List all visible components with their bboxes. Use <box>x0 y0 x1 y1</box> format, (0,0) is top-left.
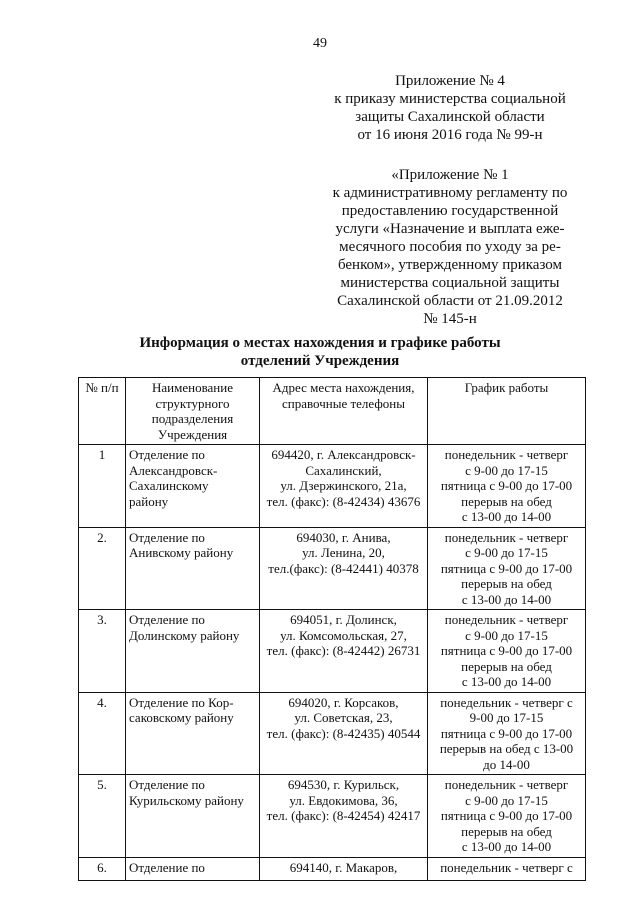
address-line: тел.(факс): (8-42441) 40378 <box>268 560 419 576</box>
appendix-1-line: предоставлению государственной <box>341 203 559 219</box>
table-row <box>79 692 586 775</box>
address-line: ул. Комсомольская, 27, <box>280 627 407 643</box>
name-line: Отделение по <box>129 529 205 545</box>
row-num: 6. <box>79 857 126 880</box>
appendix-1-line: «Приложение № 1 <box>391 167 509 183</box>
header-schedule: График работы <box>428 378 586 445</box>
row-name <box>126 692 260 775</box>
name-line: району <box>129 493 169 509</box>
name-line: Долинскому району <box>129 627 240 643</box>
schedule-line: понедельник - четверг <box>444 447 569 462</box>
appendix-1-line: Сахалинской области от 21.09.2012 <box>337 293 563 309</box>
row-schedule <box>428 692 586 775</box>
appendix-4-line: Приложение № 4 <box>395 73 505 89</box>
name-line: Отделение по <box>129 447 205 462</box>
row-address <box>260 692 428 775</box>
title-line-2: отделений Учреждения <box>240 353 400 369</box>
address-line: ул. Евдокимова, 36, <box>289 792 398 808</box>
address-line: 694530, г. Курильск, <box>287 777 400 792</box>
row-address <box>260 527 428 610</box>
table-header-row <box>79 378 586 445</box>
appendix-1-line: услуги «Назначение и выплата еже- <box>335 221 565 237</box>
address-line: тел. (факс): (8-42442) 26731 <box>266 643 421 658</box>
table-row <box>79 610 586 693</box>
schedule-line: пятница с 9-00 до 17-00 <box>440 808 573 823</box>
schedule-line: понедельник - четверг <box>444 777 569 792</box>
row-address <box>260 610 428 693</box>
schedule-line: перерыв на обед <box>461 823 552 839</box>
row-schedule <box>428 857 586 880</box>
appendix-1-line: № 145-н <box>423 311 477 327</box>
row-num: 2. <box>79 527 126 610</box>
schedule-line: понедельник - четверг <box>444 529 569 545</box>
header-address-line: Адрес места нахождения, <box>272 380 415 395</box>
title-line-1: Информация о местах нахождения и графике работы <box>139 335 501 351</box>
schedule-line: до 14-00 <box>483 756 530 772</box>
address-line: 694020, г. Корсаков, <box>288 694 399 710</box>
address-line: Сахалинский, <box>305 462 382 478</box>
document-title <box>0 334 640 370</box>
table-row <box>79 445 586 528</box>
name-line: Анивскому району <box>129 545 234 560</box>
header-name <box>126 378 260 445</box>
address-line: 694420, г. Александровск- <box>271 447 416 462</box>
appendix-1-header <box>300 166 600 328</box>
row-name <box>126 775 260 858</box>
appendix-1-line: месячного пособия по уходу за ре- <box>339 239 561 255</box>
table-row <box>79 857 586 880</box>
header-address <box>260 378 428 445</box>
schedule-line: пятница с 9-00 до 17-00 <box>440 725 573 741</box>
address-line: тел. (факс): (8-42454) 42417 <box>266 808 421 823</box>
header-num: № п/п <box>79 378 126 445</box>
name-line: саковскому району <box>129 710 234 725</box>
name-line: Отделение по <box>129 859 205 875</box>
row-num: 3. <box>79 610 126 693</box>
appendix-4-line: к приказу министерства социальной <box>334 91 566 107</box>
address-line: 694051, г. Долинск, <box>290 612 397 627</box>
schedule-line: с 13-00 до 14-00 <box>461 509 552 524</box>
page-number: 49 <box>313 36 327 51</box>
schedule-line: с 9-00 до 17-15 <box>465 462 548 478</box>
appendix-1-line: бенком», утвержденному приказом <box>337 257 563 273</box>
row-address <box>260 445 428 528</box>
offices-table <box>78 377 586 881</box>
row-num: 5. <box>79 775 126 858</box>
schedule-line: 9-00 до 17-15 <box>469 710 544 725</box>
header-name-line: Учреждения <box>157 426 228 442</box>
schedule-line: пятница с 9-00 до 17-00 <box>440 478 573 493</box>
row-name <box>126 527 260 610</box>
table-row <box>79 527 586 610</box>
name-line: Александровск- <box>129 462 218 478</box>
row-address <box>260 857 428 880</box>
row-schedule <box>428 610 586 693</box>
address-line: 694030, г. Анива, <box>296 529 391 545</box>
table-row <box>79 775 586 858</box>
name-line: Сахалинскому <box>129 478 209 493</box>
schedule-line: перерыв на обед <box>461 493 552 509</box>
schedule-line: с 9-00 до 17-15 <box>465 627 548 643</box>
address-line: тел. (факс): (8-42435) 40544 <box>266 725 421 741</box>
schedule-line: с 13-00 до 14-00 <box>461 674 552 689</box>
schedule-line: с 9-00 до 17-15 <box>465 545 548 560</box>
name-line: Отделение по <box>129 612 205 627</box>
name-line: Отделение по <box>129 777 205 792</box>
address-line: тел. (факс): (8-42434) 43676 <box>266 493 421 509</box>
row-schedule <box>428 445 586 528</box>
appendix-4-line: защиты Сахалинской области <box>355 109 545 125</box>
schedule-line: с 9-00 до 17-15 <box>465 792 548 808</box>
address-line: ул. Дзержинского, 21а, <box>280 478 407 493</box>
schedule-line: перерыв на обед <box>461 658 552 674</box>
appendix-4-header <box>300 72 600 144</box>
schedule-line: понедельник - четверг с <box>440 859 573 875</box>
appendix-1-line: к административному регламенту по <box>332 185 568 201</box>
address-line: ул. Ленина, 20, <box>302 545 385 560</box>
header-name-line: Наименование <box>152 380 233 395</box>
header-name-line: подразделения <box>151 411 234 426</box>
appendix-4-line: от 16 июня 2016 года № 99-н <box>357 127 543 143</box>
schedule-line: перерыв на обед с 13-00 <box>439 741 574 756</box>
name-line: Курильскому району <box>129 792 244 808</box>
row-schedule <box>428 775 586 858</box>
schedule-line: пятница с 9-00 до 17-00 <box>440 560 573 576</box>
name-line: Отделение по Кор- <box>129 694 234 710</box>
header-address-line: справочные телефоны <box>282 395 405 411</box>
schedule-line: пятница с 9-00 до 17-00 <box>440 643 573 658</box>
header-name-line: структурного <box>155 395 230 411</box>
row-name <box>126 857 260 880</box>
row-num: 1 <box>79 445 126 528</box>
row-schedule <box>428 527 586 610</box>
row-num: 4. <box>79 692 126 775</box>
address-line: ул. Советская, 23, <box>294 710 393 725</box>
schedule-line: перерыв на обед <box>461 576 552 591</box>
appendix-1-line: министерства социальной защиты <box>340 275 560 291</box>
row-name <box>126 445 260 528</box>
schedule-line: с 13-00 до 14-00 <box>461 591 552 607</box>
schedule-line: понедельник - четверг <box>444 612 569 627</box>
schedule-line: с 13-00 до 14-00 <box>461 839 552 854</box>
row-name <box>126 610 260 693</box>
schedule-line: понедельник - четверг с <box>440 694 573 710</box>
row-address <box>260 775 428 858</box>
address-line: 694140, г. Макаров, <box>289 859 398 875</box>
